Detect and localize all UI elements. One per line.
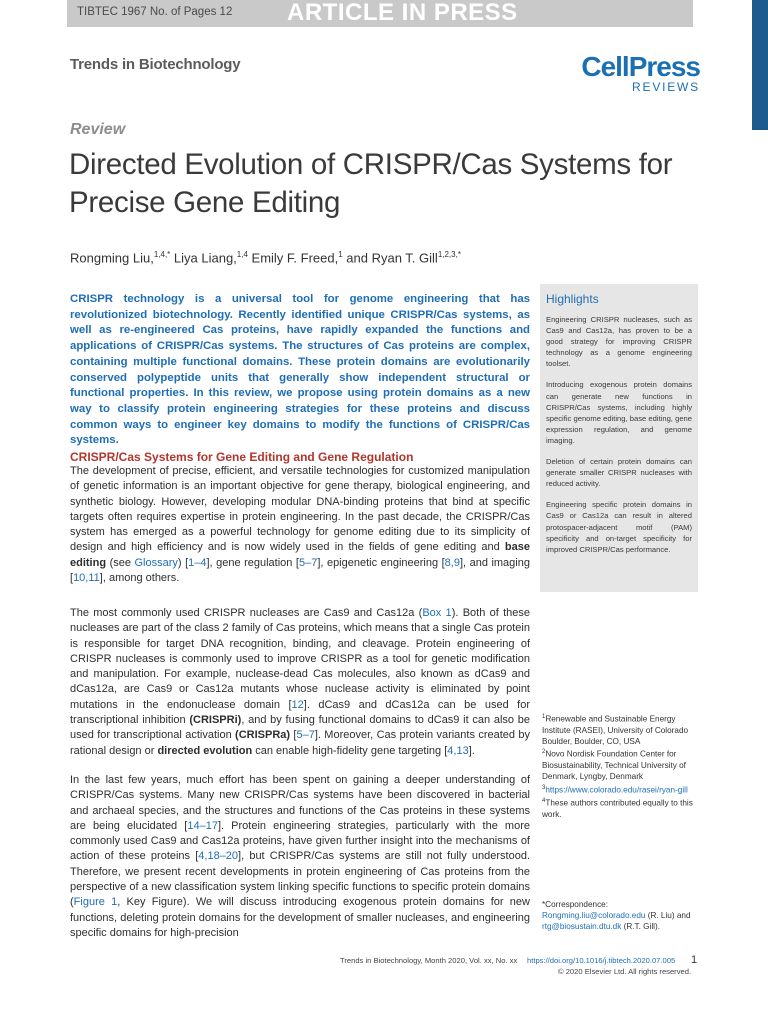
body-paragraph-3 bbox=[70, 773, 530, 941]
highlight-item: Engineering CRISPR nucleases, such as Cas9 and Cas12a, has proven to be a good strategy for improving CRISPR technology as a genome engineering toolset. bbox=[546, 315, 692, 369]
highlights-box bbox=[540, 284, 698, 592]
affiliation bbox=[542, 796, 698, 820]
author-affil: 1,4,* bbox=[153, 250, 171, 259]
body-text-run: In the last few years, much effort has been spent on gaining a deeper understanding of CRISPR/Cas systems. Many new CRISPR/Cas systems have been discovered in bacterial and archaeal species, and the structures and functions of the Cas proteins in these systems are being elucidated [ bbox=[70, 774, 530, 832]
body-text-run: ). Both of these nucleases are part of the class 2 family of Cas proteins, which means that a single Cas protein is responsible for target DNA recognition, binding, and cleavage. Protein engineering of CRISPR nucleases is commonly used to improve CRISPR as a tool for genetic modification and manipulation. For example, nuclease-dead Cas molecules, also known as dCas9 and dCas12a, are Cas9 or Cas12a mutants whose nuclease activity is eliminated by point mutations in the endonuclease domain [ bbox=[70, 607, 530, 711]
footer-citation: Trends in Biotechnology, Month 2020, Vol. xx, No. xx bbox=[340, 956, 518, 965]
body-text-run: ]. dCas9 and dCas12a can be used for transcriptional inhibition bbox=[70, 698, 530, 727]
affiliation-number: 2 bbox=[542, 749, 546, 756]
article-title: Directed Evolution of CRISPR/Cas Systems for Precise Gene Editing bbox=[69, 148, 673, 219]
correspondence bbox=[542, 899, 702, 933]
reference-link[interactable]: 8,9 bbox=[444, 556, 460, 569]
body-paragraph-2 bbox=[70, 606, 530, 759]
author-name: Liya Liang, bbox=[170, 250, 237, 266]
affiliations bbox=[542, 712, 698, 820]
author-affil: 1,2,3,* bbox=[437, 250, 461, 259]
affiliation-number: 4 bbox=[542, 797, 546, 804]
body-text-run: The most commonly used CRISPR nucleases are Cas9 and Cas12a ( bbox=[70, 607, 423, 619]
highlights-title: Highlights bbox=[546, 292, 599, 306]
page-footer bbox=[340, 956, 692, 976]
affiliation bbox=[542, 747, 698, 782]
author-list bbox=[70, 250, 461, 265]
cellpress-logo bbox=[560, 52, 700, 96]
email-link[interactable]: Rongming.liu@colorado.edu bbox=[542, 911, 646, 921]
reference-link[interactable]: Box 1 bbox=[422, 607, 452, 619]
article-meta: TIBTEC 1967 No. of Pages 12 bbox=[77, 6, 233, 18]
reference-link[interactable]: 5–7 bbox=[296, 729, 315, 742]
page-number: 1 bbox=[691, 954, 698, 966]
body-text-run: ], epigenetic engineering [ bbox=[317, 556, 445, 569]
body-text-run: , and by fusing functional domains to dCas9 it can also be used for transcriptional activation bbox=[70, 714, 530, 742]
affiliation bbox=[542, 783, 698, 796]
email-link[interactable]: rtg@biosustain.dtu.dk bbox=[542, 922, 622, 932]
article-type: Review bbox=[70, 121, 126, 138]
affiliation-number: 1 bbox=[542, 714, 546, 720]
body-paragraph-1 bbox=[70, 464, 530, 586]
doi-link[interactable]: https://doi.org/10.1016/j.tibtech.2020.07.005 bbox=[527, 956, 676, 965]
body-text-run: ], and imaging [ bbox=[70, 556, 530, 585]
body-text-run: ], gene regulation [ bbox=[206, 556, 299, 569]
article-in-press-banner bbox=[67, 0, 693, 27]
reference-link[interactable]: Glossary bbox=[134, 556, 178, 569]
glossary-term: base editing bbox=[70, 541, 530, 569]
reference-link[interactable]: 5–7 bbox=[298, 556, 318, 569]
affiliation-link[interactable]: https://www.colorado.edu/rasei/ryan-gill bbox=[545, 785, 688, 795]
author-name: Rongming Liu, bbox=[70, 250, 154, 266]
reference-link[interactable]: 4,13 bbox=[447, 744, 469, 757]
author-name: and Ryan T. Gill bbox=[342, 250, 438, 266]
body-text-run: [ bbox=[290, 729, 297, 742]
body-text-run: , Key Figure). We will discuss introducing exogenous protein domains for new functions, deleting protein domains for the development of smaller nucleases, and engineering specific domains for high-precision bbox=[70, 896, 530, 939]
reference-link[interactable]: 4,18–20 bbox=[198, 850, 239, 863]
reference-link[interactable]: 1–4 bbox=[188, 556, 207, 569]
affiliation-text: Renewable and Sustainable Energy Institute (RASEI), University of Colorado Boulder, Boulder, CO, USA bbox=[542, 714, 689, 747]
correspondence-entry bbox=[542, 910, 702, 921]
correspondence-label: *Correspondence: bbox=[542, 900, 608, 909]
affiliation-text: Novo Nordisk Foundation Center for Biosustainability, Technical University of Denmark, Lyngby, Denmark bbox=[542, 750, 686, 782]
abstract: CRISPR technology is a universal tool for genome engineering that has revolutionized biotechnology. Recently identified unique CRISPR/Cas systems, as well as re-engineered Cas proteins, have rapidly expanded the functions and applications of CRISPR/Cas systems. The structures of Cas proteins are complex, containing multiple functional domains. These protein domains are evolutionarily conserved polypeptide units that generally show independent structural or functional properties. In this review, we propose using protein domains as a new way to classify protein engineering strategies for these proteins and discuss common ways to engineer key domains to modify the functions of CRISPR/Cas systems. bbox=[70, 293, 530, 447]
section-heading: CRISPR/Cas Systems for Gene Editing and Gene Regulation bbox=[70, 450, 414, 464]
affiliation bbox=[542, 712, 698, 747]
body-text-run: The development of precise, efficient, and versatile technologies for customized manipulation of genetic information is an important objective for gene therapy, biological engineering, and synthetic biology. However, developing modular DNA-binding proteins that bind at specific targets often requires expertise in protein engineering. In the past decade, the CRISPR/Cas system has emerged as a powerful technology for genome editing due to its simplicity of design and high efficiency and is now widely used in the fields of gene editing and bbox=[70, 465, 530, 554]
affiliation-number: 3 bbox=[542, 784, 546, 791]
reference-link[interactable]: 10,11 bbox=[73, 572, 100, 585]
correspondence-author: (R. Liu) and bbox=[645, 911, 691, 921]
reference-link[interactable]: 12 bbox=[291, 698, 304, 711]
reference-link[interactable]: 14–17 bbox=[187, 819, 218, 832]
glossary-term: (CRISPRa) bbox=[235, 729, 291, 742]
logo-sub-text: REVIEWS bbox=[632, 80, 700, 94]
body-text-run: ]. bbox=[468, 744, 475, 757]
correspondence-author: (R.T. Gill). bbox=[621, 922, 660, 932]
logo-main-text: CellPress bbox=[581, 51, 700, 82]
correspondence-entry bbox=[542, 921, 702, 932]
author-affil: 1,4 bbox=[236, 250, 248, 259]
body-text-run: ]. Moreover, Cas protein variants created by rational design or bbox=[70, 729, 530, 757]
side-color-tab bbox=[752, 0, 768, 130]
highlight-item: Engineering specific protein domains in Cas9 or Cas12a can result in altered protospacer-adjacent motif (PAM) specificity and on-target specificity for improved CRISPR/Cas performance. bbox=[546, 500, 692, 554]
reference-link[interactable]: Figure 1 bbox=[73, 896, 118, 909]
glossary-term: (CRISPRi) bbox=[189, 714, 242, 727]
highlight-item: Introducing exogenous protein domains can generate new functions in CRISPR/Cas systems, including highly specific genome editing, base editing, gene expression regulation, and genome imaging. bbox=[546, 380, 692, 445]
journal-name: Trends in Biotechnology bbox=[70, 56, 241, 73]
body-text-run: ], but CRISPR/Cas systems are still not fully understood. Therefore, we present recent developments in protein engineering of Cas proteins from the perspective of a new classification system linking specific functions to specific protein domains ( bbox=[70, 850, 530, 909]
article-in-press-label: ARTICLE IN PRESS bbox=[287, 0, 518, 26]
body-text-run: ) [ bbox=[177, 556, 189, 569]
body-text-run: (see bbox=[106, 556, 135, 569]
body-text-run: ], among others. bbox=[99, 572, 180, 585]
author-affil: 1 bbox=[338, 250, 343, 259]
body-text-run: can enable high-fidelity gene targeting [ bbox=[252, 744, 448, 757]
highlight-item: Deletion of certain protein domains can generate smaller CRISPR nucleases with reduced activity. bbox=[546, 457, 692, 489]
copyright: © 2020 Elsevier Ltd. All rights reserved. bbox=[558, 967, 692, 976]
glossary-term: directed evolution bbox=[157, 744, 253, 757]
author-name: Emily F. Freed, bbox=[247, 250, 339, 266]
affiliation-text: These authors contributed equally to this work. bbox=[542, 798, 693, 819]
body-text-run: ]. Protein engineering strategies, particularly with the more commonly used Cas9 and Cas12a proteins, have given further insight into the mechanisms of action of these proteins [ bbox=[70, 819, 530, 863]
